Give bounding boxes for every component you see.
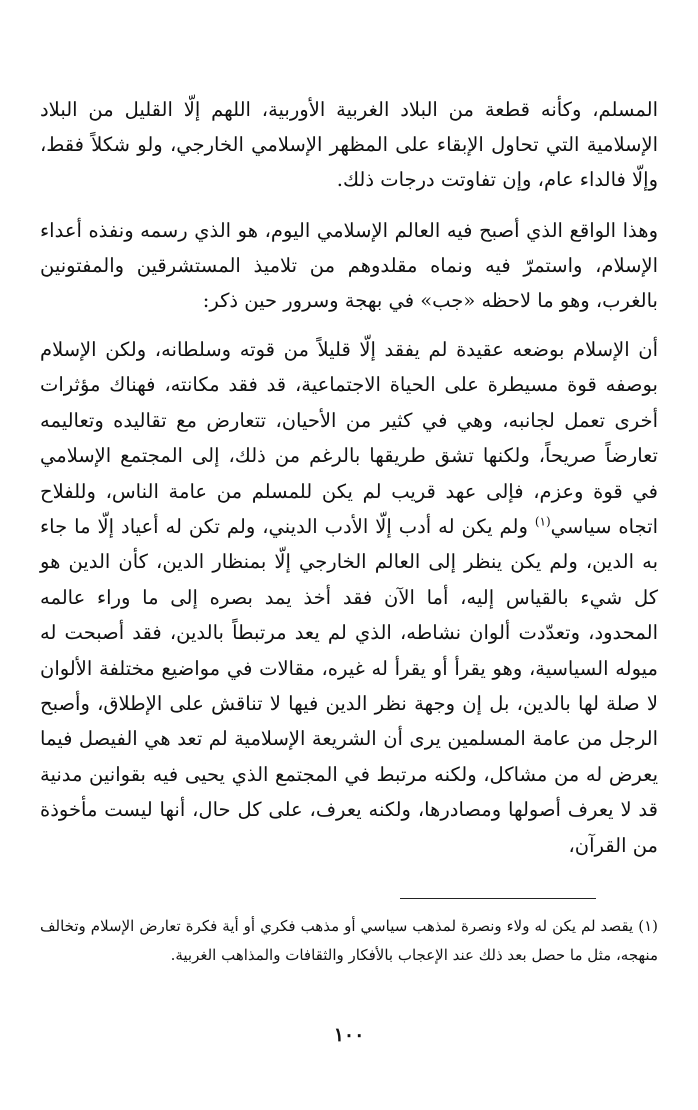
quote-text-part-1: أن الإسلام بوضعه عقيدة لم يفقد إلّا قليلاً من قوته وسلطانه، ولكن الإسلام بوصفه قوة مسيطرة على الحياة الاجتماعية، قد فقد مكانته، فهناك مؤثرات أخرى تعمل لجانبه، وهي في كثير من الأحيان، تتعارض مع تقاليده وتعاليمه تعارضاً صريحاً، ولكنها تشق طريقها بالرغم من ذلك، إلى المجتمع الإسلامي في قوة وعزم، فإلى عهد قريب لم يكن للمسلم من عامة الناس، وللفلاح اتجاه سياسي [40,338,658,539]
quoted-passage [40,332,658,863]
footnote-reference: (١) [534,514,551,529]
footnote: (١) يقصد لم يكن له ولاء ونصرة لمذهب سياسي أو مذهب فكري أو أية فكرة تعارض الإسلام وتخالف منهجه، مثل ما حصل بعد ذلك عند الإعجاب بالأفكار والثقافات والمذاهب الغربية. [40,917,658,964]
page-number: ١٠٠ [333,1024,365,1046]
footnote-divider [400,898,596,899]
page-body [40,92,658,863]
paragraph-1: المسلم، وكأنه قطعة من البلاد الغربية الأوربية، اللهم إلّا القليل من البلاد الإسلامية التي تحاول الإبقاء على المظهر الإسلامي الخارجي، ولو شكلاً فقط، وإلّا فالداء عام، وإن تفاوتت درجات ذلك. [40,98,658,191]
quote-text-part-2: ولم يكن له أدب إلّا الأدب الديني، ولم تكن له أعياد إلّا ما جاء به الدين، ولم يكن ينظر إلى العالم الخارجي إلّا بمنظار الدين، كأن الدين هو كل شيء بالقياس إليه، أما الآن فقد أخذ يمد بصره إلى ما وراء عالمه المحدود، وتعدّدت ألوان نشاطه، الذي لم يعد مرتبطاً بالدين، فقد أصبحت له ميوله السياسية، وهو يقرأ أو يقرأ له غيره، مقالات في مواضيع مختلفة الألوان لا صلة لها بالدين، بل إن وجهة نظر الدين فيها لا تناقش على الإطلاق، وأصبح الرجل من عامة المسلمين يرى أن الشريعة الإسلامية لم تعد هي الفيصل فيما يعرض له من مشاكل، ولكنه مرتبط في المجتمع الذي يحيى فيه بقوانين مدنية قد لا يعرف أصولها ومصادرها، ولكنه يعرف، على كل حال، أنها ليست مأخوذة من القرآن، [40,515,658,857]
paragraph-2: وهذا الواقع الذي أصبح فيه العالم الإسلامي اليوم، هو الذي رسمه ونفذه أعداء الإسلام، واستمرّ فيه ونماه مقلدوهم من تلاميذ المستشرقين والمفتونين بالغرب، وهو ما لاحظه «جب» في بهجة وسرور حين ذكر: [40,219,658,312]
